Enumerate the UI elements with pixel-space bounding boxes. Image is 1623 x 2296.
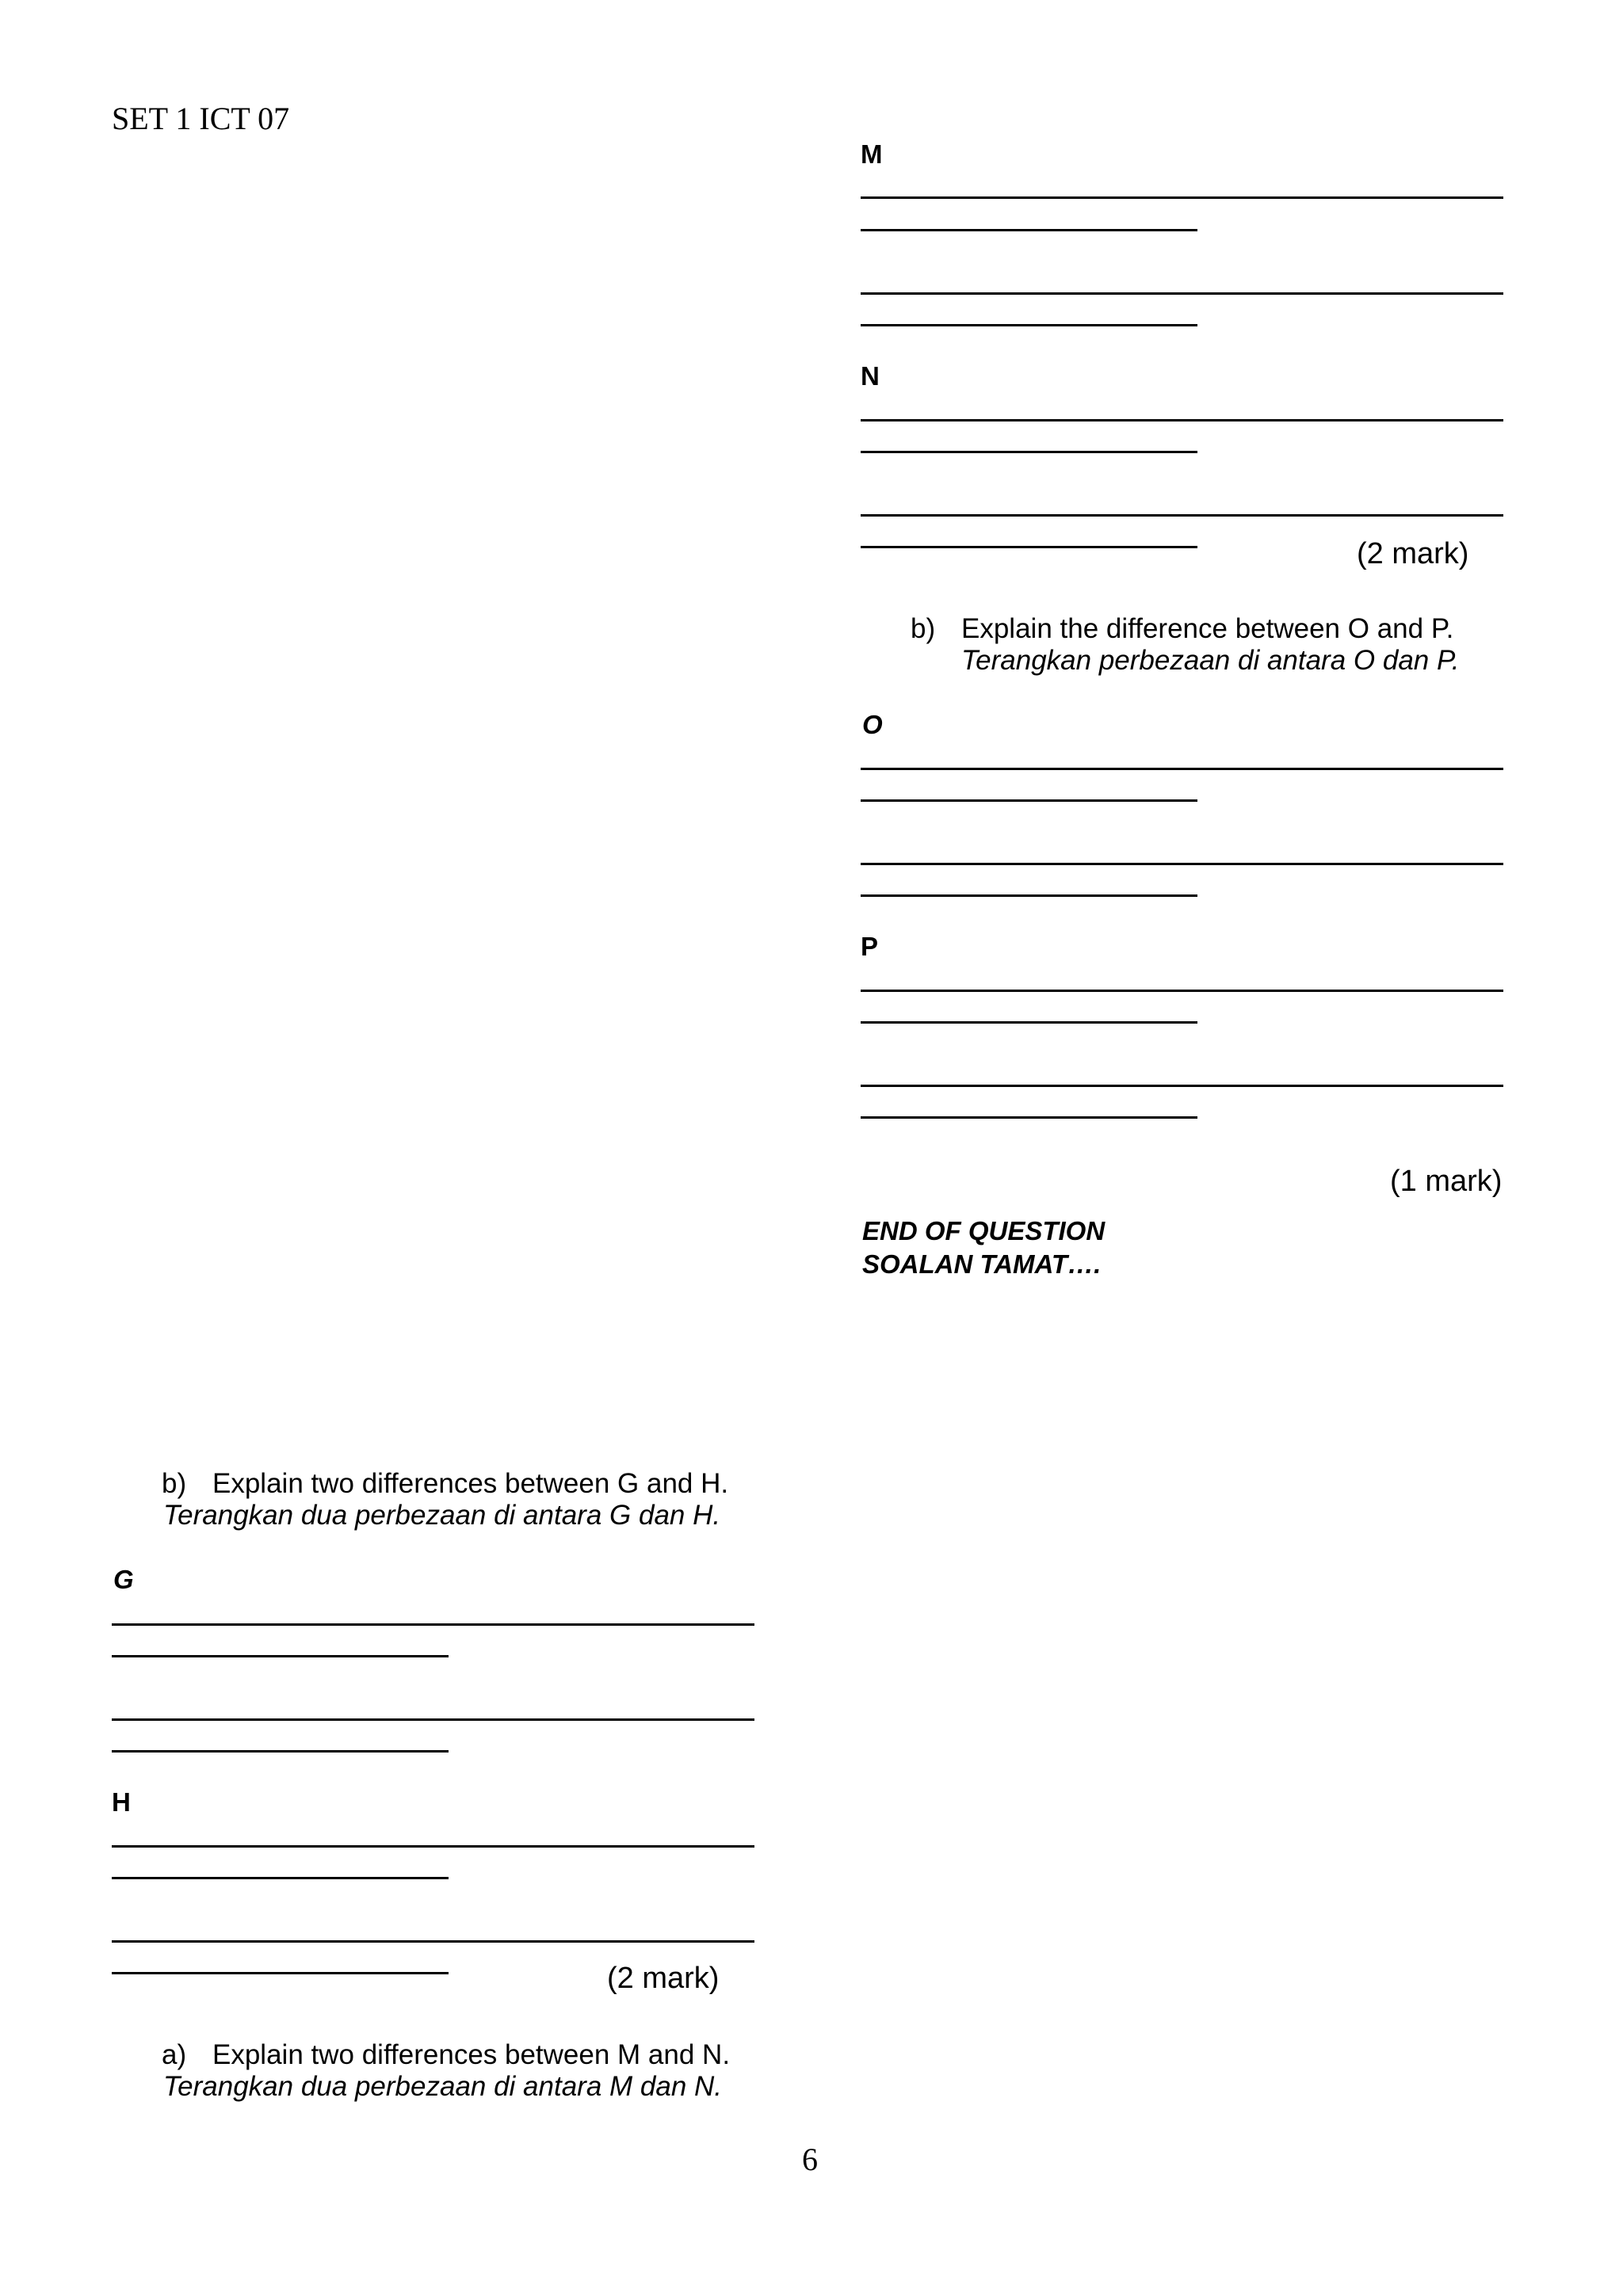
answer-line[interactable] xyxy=(861,1085,1503,1087)
label-m: M xyxy=(861,139,883,169)
question-a-text: Explain two differences between M and N. xyxy=(212,2039,731,2070)
answer-line-short[interactable] xyxy=(112,1972,449,1974)
label-g: G xyxy=(113,1565,134,1594)
mark-label: (2 mark) xyxy=(1357,537,1469,570)
answer-line[interactable] xyxy=(112,1623,754,1626)
question-b-text: Explain two differences between G and H. xyxy=(212,1468,729,1499)
answer-line[interactable] xyxy=(112,1718,754,1721)
answer-line[interactable] xyxy=(861,196,1503,199)
question-b-translation: Terangkan perbezaan di antara O dan P. xyxy=(961,645,1460,676)
answer-line[interactable] xyxy=(861,990,1503,992)
answer-line-short[interactable] xyxy=(112,1750,449,1753)
label-h: H xyxy=(112,1787,131,1817)
answer-line-short[interactable] xyxy=(861,894,1197,897)
mark-label: (1 mark) xyxy=(1390,1165,1503,1198)
answer-line-short[interactable] xyxy=(112,1877,449,1879)
question-a-number: a) xyxy=(162,2039,187,2070)
answer-line-short[interactable] xyxy=(861,799,1197,802)
question-b-translation: Terangkan dua perbezaan di antara G dan H. xyxy=(163,1500,721,1531)
question-b-number: b) xyxy=(911,613,936,644)
label-p: P xyxy=(861,932,879,961)
answer-line[interactable] xyxy=(112,1940,754,1943)
answer-line[interactable] xyxy=(112,1845,754,1848)
end-of-question: END OF QUESTION xyxy=(862,1216,1106,1245)
page-number: 6 xyxy=(802,2142,818,2177)
answer-line[interactable] xyxy=(861,419,1503,421)
answer-line[interactable] xyxy=(861,514,1503,517)
mark-label: (2 mark) xyxy=(607,1962,720,1995)
question-b-number: b) xyxy=(162,1468,187,1499)
answer-line[interactable] xyxy=(861,292,1503,295)
answer-line-short[interactable] xyxy=(861,451,1197,453)
label-n: N xyxy=(861,361,880,391)
label-o: O xyxy=(862,710,883,739)
question-b-text: Explain the difference between O and P. xyxy=(961,613,1454,644)
end-of-question-translation: SOALAN TAMAT…. xyxy=(862,1249,1102,1279)
page-header: SET 1 ICT 07 xyxy=(112,101,290,136)
answer-line[interactable] xyxy=(861,768,1503,770)
answer-line-short[interactable] xyxy=(861,229,1197,231)
question-a-translation: Terangkan dua perbezaan di antara M dan N. xyxy=(163,2071,723,2102)
answer-line-short[interactable] xyxy=(861,324,1197,326)
answer-line-short[interactable] xyxy=(112,1655,449,1657)
answer-line-short[interactable] xyxy=(861,1116,1197,1119)
answer-line-short[interactable] xyxy=(861,1021,1197,1024)
answer-line-short[interactable] xyxy=(861,546,1197,548)
answer-line[interactable] xyxy=(861,863,1503,865)
